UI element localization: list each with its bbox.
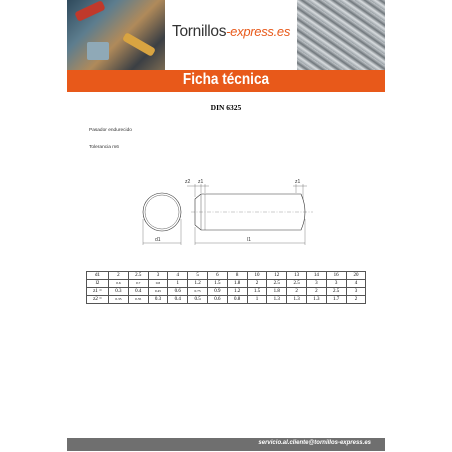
table-cell: 0.8 xyxy=(148,280,168,288)
description-product: Pasador endurecido xyxy=(89,128,132,133)
description-tolerance: Tolerancia m6 xyxy=(89,145,119,150)
table-cell: 10 xyxy=(247,272,267,280)
screws-photo xyxy=(297,0,385,70)
table-cell: 2 xyxy=(247,280,267,288)
label-d1: d1 xyxy=(155,237,161,243)
table-cell: 1.3 xyxy=(306,296,326,304)
document-title: DIN 6325 xyxy=(210,103,242,112)
table-cell: 0.9 xyxy=(207,288,227,296)
table-cell: 3 xyxy=(346,288,366,296)
tools-photo xyxy=(67,0,165,70)
table-cell: 2.5 xyxy=(326,288,346,296)
table-row xyxy=(87,280,366,288)
table-cell: 1.8 xyxy=(267,288,287,296)
title-bar xyxy=(67,70,385,92)
table-cell: 0.3 xyxy=(148,296,168,304)
table-cell: 0.7 xyxy=(128,280,148,288)
table-cell: 0.75 xyxy=(188,288,208,296)
table-row xyxy=(87,272,366,280)
table-cell: 1.5 xyxy=(247,288,267,296)
table-cell: 2 xyxy=(287,288,307,296)
table-cell: 8 xyxy=(227,272,247,280)
table-cell: 1.2 xyxy=(227,288,247,296)
footer-email[interactable]: servicio.al.cliente@tornillos-express.es xyxy=(258,440,371,446)
table-cell: 14 xyxy=(306,272,326,280)
table-cell: 0.5 xyxy=(188,296,208,304)
table-cell: 0.4 xyxy=(128,288,148,296)
table-cell: 3 xyxy=(306,280,326,288)
table-cell: 0.6 xyxy=(168,288,188,296)
label-z1-left: z1 xyxy=(198,179,204,185)
table-row-label: l2 xyxy=(87,280,109,288)
table-cell: 3 xyxy=(326,280,346,288)
table-cell: 1.7 xyxy=(326,296,346,304)
table-cell: 0.6 xyxy=(109,280,129,288)
table-cell: 1.5 xyxy=(207,280,227,288)
table-cell: 20 xyxy=(346,272,366,280)
table-cell: 2.5 xyxy=(128,272,148,280)
label-l1: l1 xyxy=(247,237,251,243)
table-cell: 2 xyxy=(346,296,366,304)
table-row-label: d1 xyxy=(87,272,109,280)
table-cell: 0.4 xyxy=(168,296,188,304)
logo[interactable] xyxy=(165,0,297,70)
table-cell: 6 xyxy=(207,272,227,280)
table-cell: 0.3 xyxy=(109,288,129,296)
table-cell: 1.3 xyxy=(267,296,287,304)
table-cell: 0.8 xyxy=(227,296,247,304)
footer-bar xyxy=(67,438,385,451)
table-cell: 4 xyxy=(346,280,366,288)
table-cell: 3 xyxy=(148,272,168,280)
label-z1-right: z1 xyxy=(295,179,301,185)
table-cell: 0.35 xyxy=(109,296,129,304)
technical-drawing xyxy=(135,175,320,250)
page-title: Ficha técnica xyxy=(182,71,270,88)
table-cell: 1.2 xyxy=(188,280,208,288)
logo-text: Tornillos-express.es xyxy=(172,23,291,40)
table-cell: 1 xyxy=(247,296,267,304)
table-row-label: z2 = xyxy=(87,296,109,304)
end-view-inner-circle xyxy=(145,195,179,229)
table-row xyxy=(87,288,366,296)
table-cell: 1.3 xyxy=(287,296,307,304)
label-z2: z2 xyxy=(185,179,191,185)
table-row xyxy=(87,296,366,304)
table-cell: 1 xyxy=(168,280,188,288)
end-view-outer-circle xyxy=(143,193,181,231)
table-cell: 16 xyxy=(326,272,346,280)
table-cell: 0.35 xyxy=(128,296,148,304)
table-cell: 12 xyxy=(267,272,287,280)
table-cell: 2.5 xyxy=(287,280,307,288)
table-cell: 13 xyxy=(287,272,307,280)
table-row-label: z1 = xyxy=(87,288,109,296)
table-cell: 2 xyxy=(109,272,129,280)
table-cell: 5 xyxy=(188,272,208,280)
table-cell: 2 xyxy=(306,288,326,296)
table-cell: 1.8 xyxy=(227,280,247,288)
table-cell: 4 xyxy=(168,272,188,280)
header-banner xyxy=(67,0,385,92)
table-cell: 0.45 xyxy=(148,288,168,296)
specification-table xyxy=(86,271,366,304)
table-cell: 0.6 xyxy=(207,296,227,304)
table-cell: 2.5 xyxy=(267,280,287,288)
